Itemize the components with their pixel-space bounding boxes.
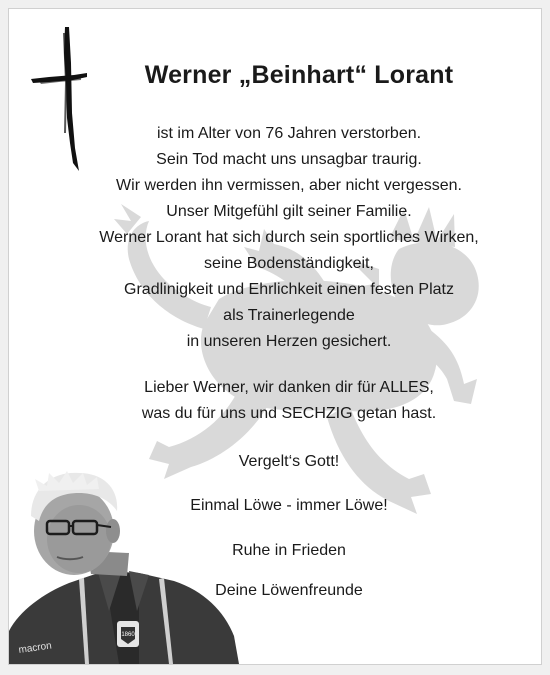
crest-text: 1860 bbox=[121, 632, 135, 638]
message-line: ist im Alter von 76 Jahren verstorben. bbox=[156, 125, 422, 142]
thanks-line: Lieber Werner, wir danken dir für ALLES, bbox=[144, 379, 434, 396]
message-line: Gradlinigkeit und Ehrlichkeit einen festen Platz bbox=[124, 281, 454, 298]
portrait-photo bbox=[9, 461, 239, 664]
jacket-brand: macron bbox=[17, 640, 53, 656]
message-line: als Trainerlegende bbox=[223, 307, 355, 324]
message-block bbox=[69, 121, 509, 355]
farewell-text: Vergelt‘s Gott! bbox=[238, 453, 340, 470]
obituary-card bbox=[8, 8, 542, 665]
message-line: Unser Mitgefühl gilt seiner Familie. bbox=[166, 203, 412, 220]
message-line: Wir werden ihn vermissen, aber nicht vergessen. bbox=[116, 177, 462, 194]
motto-text: Einmal Löwe - immer Löwe! bbox=[190, 497, 388, 514]
thanks-line: was du für uns und SECHZIG getan hast. bbox=[141, 405, 437, 422]
message-line: Werner Lorant hat sich durch sein sportliches Wirken, bbox=[99, 229, 479, 246]
message-line: Sein Tod macht uns unsagbar traurig. bbox=[156, 151, 422, 168]
deceased-name: Werner „Beinhart“ Lorant bbox=[144, 61, 454, 89]
thanks-block bbox=[69, 375, 509, 427]
message-line: in unseren Herzen gesichert. bbox=[186, 333, 392, 350]
signature-text: Deine Löwenfreunde bbox=[215, 582, 363, 599]
rest-in-peace-text: Ruhe in Frieden bbox=[232, 542, 346, 559]
message-line: seine Bodenständigkeit, bbox=[204, 255, 374, 272]
